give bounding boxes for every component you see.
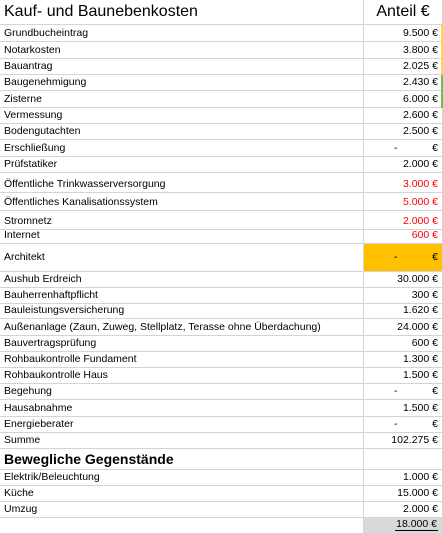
row-label: Stromnetz — [4, 215, 52, 227]
row-label-cell[interactable] — [0, 193, 364, 211]
row-value-cell[interactable] — [364, 108, 443, 124]
row-label: Internet — [4, 230, 40, 241]
table-row[interactable] — [0, 173, 443, 193]
row-value: 5.000 € — [402, 196, 438, 208]
row-label-cell[interactable] — [0, 352, 364, 368]
total-value: 18.000 € — [396, 518, 437, 530]
row-label-cell[interactable] — [0, 75, 364, 91]
table-row[interactable] — [0, 319, 443, 336]
row-label-cell[interactable] — [0, 272, 364, 288]
section-header-row[interactable] — [0, 449, 443, 470]
row-value: 2.430 € — [402, 76, 438, 88]
row-label: Begehung — [4, 385, 52, 397]
row-unit: € — [432, 418, 438, 430]
header-label: Kauf- und Baunebenkosten — [4, 3, 198, 20]
row-value: 600 € — [411, 337, 438, 349]
row-label: Öffentliche Trinkwasserversorgung — [4, 178, 166, 190]
summe-label: Summe — [4, 434, 41, 446]
row-label: Rohbaukontrolle Haus — [4, 369, 108, 381]
row-value: 1.500 € — [402, 369, 438, 381]
row-value-cell[interactable] — [364, 193, 443, 211]
table-row[interactable] — [0, 352, 443, 368]
row-label: Energieberater — [4, 418, 74, 430]
row-label: Rohbaukontrolle Fundament — [4, 353, 137, 365]
row-value: 2.000 € — [402, 158, 438, 170]
row-label: Baugenehmigung — [4, 76, 87, 88]
row-value-cell[interactable] — [364, 336, 443, 352]
row-label-cell[interactable] — [0, 244, 364, 272]
row-label: Architekt — [4, 250, 45, 263]
table-row[interactable] — [0, 244, 443, 272]
table-row[interactable] — [0, 502, 443, 518]
row-label-cell[interactable] — [0, 230, 364, 244]
row-value: 2.000 € — [402, 215, 438, 227]
row-label-cell[interactable] — [0, 384, 364, 400]
table-row[interactable] — [0, 384, 443, 400]
total-label-cell[interactable] — [0, 518, 364, 534]
row-value-cell[interactable] — [364, 173, 443, 193]
row-value-cell[interactable] — [364, 211, 443, 230]
row-label: Bauvertragsprüfung — [4, 337, 97, 349]
row-value: - — [394, 418, 398, 430]
row-label-cell[interactable] — [0, 433, 364, 449]
table-row[interactable] — [0, 59, 443, 75]
row-label: Elektrik/Beleuchtung — [4, 471, 100, 483]
row-label-cell[interactable] — [0, 319, 364, 336]
row-label-cell[interactable] — [0, 400, 364, 417]
table-row[interactable] — [0, 304, 443, 319]
row-value-cell[interactable] — [364, 502, 443, 518]
header-label-cell[interactable] — [0, 0, 364, 25]
row-label-cell[interactable] — [0, 124, 364, 140]
row-label-cell[interactable] — [0, 140, 364, 157]
row-value-cell[interactable] — [364, 368, 443, 384]
row-value-cell[interactable] — [364, 244, 443, 272]
table-row[interactable] — [0, 272, 443, 288]
row-value-cell[interactable] — [364, 433, 443, 449]
row-label-cell[interactable] — [0, 417, 364, 433]
table-row[interactable] — [0, 336, 443, 352]
row-value-cell[interactable] — [364, 470, 443, 486]
row-label-cell[interactable] — [0, 486, 364, 502]
table-row[interactable] — [0, 124, 443, 140]
row-label: Hausabnahme — [4, 402, 73, 414]
row-value-cell[interactable] — [364, 75, 443, 91]
row-value-cell[interactable] — [364, 124, 443, 140]
row-value: 1.300 € — [402, 353, 438, 365]
table-row[interactable] — [0, 486, 443, 502]
row-value-cell[interactable] — [364, 486, 443, 502]
row-value-cell[interactable] — [364, 352, 443, 368]
row-label-cell[interactable] — [0, 502, 364, 518]
row-value: 1.000 € — [402, 471, 438, 483]
row-value: - — [394, 385, 398, 397]
row-label-cell[interactable] — [0, 59, 364, 75]
table-row[interactable] — [0, 140, 443, 157]
row-label-cell[interactable] — [0, 25, 364, 42]
row-value-cell[interactable] — [364, 417, 443, 433]
row-value-cell[interactable] — [364, 400, 443, 417]
table-row[interactable] — [0, 75, 443, 91]
table-row[interactable] — [0, 368, 443, 384]
row-value: 600 € — [411, 230, 438, 241]
row-value: 1.500 € — [402, 402, 438, 414]
row-label-cell[interactable] — [0, 173, 364, 193]
section-header-cell[interactable] — [0, 449, 364, 470]
row-label-cell[interactable] — [0, 108, 364, 124]
table-row[interactable] — [0, 108, 443, 124]
row-value: 15.000 € — [397, 487, 438, 499]
row-value: 30.000 € — [397, 273, 438, 285]
row-value-cell[interactable] — [364, 319, 443, 336]
row-value: 2.500 € — [402, 125, 438, 137]
summe-row[interactable] — [0, 433, 443, 449]
row-label-cell[interactable] — [0, 91, 364, 108]
row-unit: € — [432, 250, 438, 263]
row-value: - — [394, 142, 398, 154]
summe-value: 102.275 € — [391, 434, 438, 446]
row-label: Bauantrag — [4, 60, 53, 72]
table-row[interactable] — [0, 42, 443, 59]
row-label-cell[interactable] — [0, 157, 364, 173]
row-value-cell[interactable] — [364, 140, 443, 157]
row-label: Bauleistungsversicherung — [4, 304, 125, 316]
row-value: 24.000 € — [397, 321, 438, 333]
row-label: Aushub Erdreich — [4, 273, 82, 285]
table-row[interactable] — [0, 230, 443, 244]
row-label: Bodengutachten — [4, 125, 81, 137]
row-label-cell[interactable] — [0, 211, 364, 230]
row-value-cell[interactable] — [364, 91, 443, 108]
table-row[interactable] — [0, 25, 443, 42]
row-label-cell[interactable] — [0, 304, 364, 319]
row-value-cell[interactable] — [364, 25, 443, 42]
row-value-cell[interactable] — [364, 272, 443, 288]
row-value: 3.800 € — [402, 44, 438, 56]
section-header-value-cell[interactable] — [364, 449, 443, 470]
row-label: Umzug — [4, 503, 38, 515]
section-title: Bewegliche Gegenstände — [4, 451, 174, 467]
table-row[interactable] — [0, 211, 443, 230]
row-value-cell[interactable] — [364, 288, 443, 304]
header-row[interactable] — [0, 0, 443, 25]
row-value: 9.500 € — [402, 27, 438, 39]
row-label-cell[interactable] — [0, 288, 364, 304]
row-value-cell[interactable] — [364, 230, 443, 244]
table-row[interactable] — [0, 400, 443, 417]
total-value-cell[interactable] — [364, 518, 443, 534]
row-value: 300 € — [411, 289, 438, 301]
row-label: Küche — [4, 487, 34, 499]
row-label: Prüfstatiker — [4, 158, 58, 170]
table-row[interactable] — [0, 470, 443, 486]
row-label: Vermessung — [4, 109, 63, 121]
row-label: Erschließung — [4, 142, 66, 154]
row-label-cell[interactable] — [0, 470, 364, 486]
row-label: Bauherrenhaftpflicht — [4, 289, 98, 301]
row-value-cell[interactable] — [364, 384, 443, 400]
row-value: - — [394, 250, 398, 263]
row-value: 2.000 € — [402, 503, 438, 515]
total-row[interactable] — [0, 518, 443, 534]
row-value: 6.000 € — [402, 93, 438, 105]
row-label: Öffentliches Kanalisationssystem — [4, 196, 158, 208]
table-row[interactable] — [0, 288, 443, 304]
row-unit: € — [432, 385, 438, 397]
table-row[interactable] — [0, 157, 443, 173]
row-label: Zisterne — [4, 93, 42, 105]
row-label: Grundbucheintrag — [4, 27, 89, 39]
row-label: Notarkosten — [4, 44, 61, 56]
row-value: 2.025 € — [402, 60, 438, 72]
row-unit: € — [432, 142, 438, 154]
row-label-cell[interactable] — [0, 368, 364, 384]
table-row[interactable] — [0, 193, 443, 211]
header-value: Anteil € — [376, 3, 430, 20]
row-value: 2.600 € — [402, 109, 438, 121]
table-row[interactable] — [0, 91, 443, 108]
row-value-cell[interactable] — [364, 42, 443, 59]
row-label: Außenanlage (Zaun, Zuweg, Stellplatz, Terasse ohne Überdachung) — [4, 321, 321, 333]
row-label-cell[interactable] — [0, 336, 364, 352]
table-row[interactable] — [0, 417, 443, 433]
row-value-cell[interactable] — [364, 59, 443, 75]
row-value: 1.620 € — [402, 304, 438, 316]
header-value-cell[interactable] — [364, 0, 443, 25]
row-value: 3.000 € — [402, 178, 438, 190]
row-label-cell[interactable] — [0, 42, 364, 59]
row-value-cell[interactable] — [364, 304, 443, 319]
row-value-cell[interactable] — [364, 157, 443, 173]
